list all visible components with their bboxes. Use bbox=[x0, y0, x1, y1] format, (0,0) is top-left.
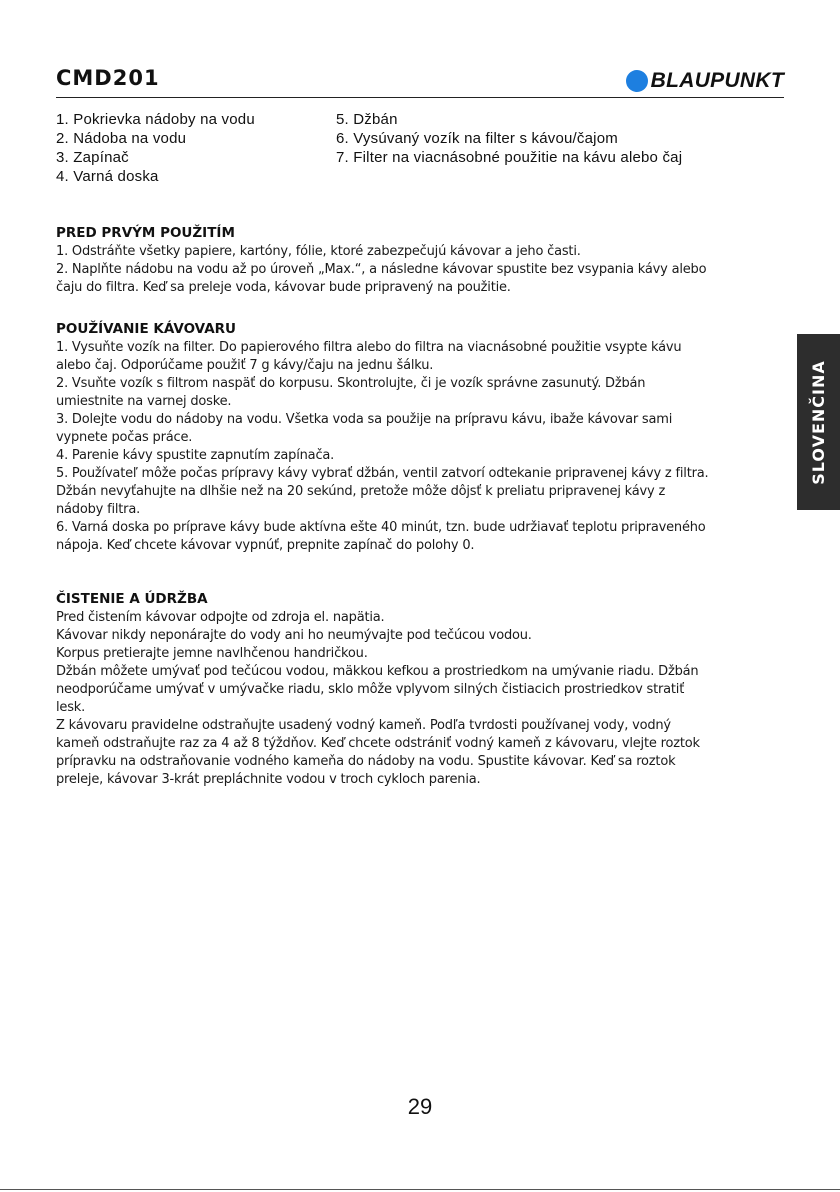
text-line: neodporúčame umývať v umývačke riadu, sklo môže vplyvom silných čistiacich prostriedkov stratiť bbox=[56, 682, 685, 697]
page-number: 29 bbox=[407, 1094, 433, 1119]
part-item: 7. Filter na viacnásobné použitie na kávu alebo čaj bbox=[336, 149, 683, 166]
parts-list-left bbox=[56, 110, 255, 186]
text-line: Džbán môžete umývať pod tečúcou vodou, mäkkou kefkou a prostriedkom na umývanie riadu. Džbán bbox=[56, 664, 699, 679]
language-label: SLOVENČINA bbox=[809, 359, 828, 485]
text-line: 3. Dolejte vodu do nádoby na vodu. Všetka voda sa použije na prípravu kávu, ibaže kávovar sami bbox=[56, 412, 673, 427]
text-line: 4. Parenie kávy spustite zapnutím zapínača. bbox=[56, 448, 335, 463]
text-line: preleje, kávovar 3-krát prepláchnite vodou v troch cykloch parenia. bbox=[56, 772, 481, 787]
brand-logo bbox=[626, 67, 784, 95]
part-item: 4. Varná doska bbox=[56, 168, 159, 185]
text-line: čaju do filtra. Keď sa preleje voda, kávovar bude pripravený na použitie. bbox=[56, 280, 511, 295]
section-using-coffee-maker bbox=[56, 320, 786, 555]
text-line: Kávovar nikdy neponárajte do vody ani ho neumývajte pod tečúcou vodou. bbox=[56, 628, 532, 643]
text-line: nádoby filtra. bbox=[56, 502, 141, 517]
section-title: ČISTENIE A ÚDRŽBA bbox=[56, 591, 208, 607]
header-divider bbox=[56, 97, 784, 98]
text-line: Pred čistením kávovar odpojte od zdroja el. napätia. bbox=[56, 610, 385, 625]
text-line: nápoja. Keď chcete kávovar vypnúť, prepnite zapínač do polohy 0. bbox=[56, 538, 475, 553]
text-line: alebo čaj. Odporúčame použiť 7 g kávy/čaju na jednu šálku. bbox=[56, 358, 434, 373]
text-line: 2. Vsuňte vozík s filtrom naspäť do korpusu. Skontrolujte, či je vozík správne zasunutý. Džbán bbox=[56, 376, 646, 391]
part-item: 5. Džbán bbox=[336, 111, 398, 128]
section-title: PRED PRVÝM POUŽITÍM bbox=[56, 225, 235, 241]
part-item: 2. Nádoba na vodu bbox=[56, 130, 187, 147]
text-line: 5. Používateľ môže počas prípravy kávy vybrať džbán, ventil zatvorí odtekanie pripravenej kávy z filtra. bbox=[56, 466, 709, 481]
part-item: 3. Zapínač bbox=[56, 149, 129, 166]
text-line: 1. Vysuňte vozík na filter. Do papierového filtra alebo do filtra na viacnásobné použitie vsypte kávu bbox=[56, 340, 682, 355]
page-header bbox=[56, 66, 784, 100]
text-line: 6. Varná doska po príprave kávy bude aktívna ešte 40 minút, tzn. bude udržiavať teplotu pripraveného bbox=[56, 520, 706, 535]
brand-dot-icon bbox=[626, 70, 648, 92]
parts-list-right bbox=[336, 110, 682, 167]
footer-divider bbox=[0, 1189, 840, 1190]
text-line: prípravku na odstraňovanie vodného kameňa do nádoby na vodu. Spustite kávovar. Keď sa roztok bbox=[56, 754, 676, 769]
part-item: 1. Pokrievka nádoby na vodu bbox=[56, 111, 255, 128]
language-tab bbox=[797, 334, 840, 510]
text-line: Z kávovaru pravidelne odstraňujte usadený vodný kameň. Podľa tvrdosti používanej vody, vodný bbox=[56, 718, 671, 733]
text-line: 1. Odstráňte všetky papiere, kartóny, fólie, ktoré zabezpečujú kávovar a jeho časti. bbox=[56, 244, 581, 259]
model-name: CMD201 bbox=[56, 66, 160, 90]
text-line: lesk. bbox=[56, 700, 86, 715]
section-cleaning-maintenance bbox=[56, 590, 786, 789]
part-item: 6. Vysúvaný vozík na filter s kávou/čajom bbox=[336, 130, 618, 147]
brand-name: BLAUPUNKT bbox=[650, 69, 784, 92]
section-title: POUŽÍVANIE KÁVOVARU bbox=[56, 321, 237, 337]
text-line: 2. Naplňte nádobu na vodu až po úroveň „Max.“, a následne kávovar spustite bez vsypania kávy alebo bbox=[56, 262, 707, 277]
text-line: kameň odstraňujte raz za 4 až 8 týždňov. Keď chcete odstrániť vodný kameň z kávovaru, vlejte roztok bbox=[56, 736, 700, 751]
text-line: Džbán nevyťahujte na dlhšie než na 20 sekúnd, pretože môže dôjsť k preliatu pripravenej kávy z bbox=[56, 484, 666, 499]
section-before-first-use bbox=[56, 224, 786, 297]
text-line: vypnete počas práce. bbox=[56, 430, 193, 445]
text-line: umiestnite na varnej doske. bbox=[56, 394, 232, 409]
text-line: Korpus pretierajte jemne navlhčenou handričkou. bbox=[56, 646, 368, 661]
